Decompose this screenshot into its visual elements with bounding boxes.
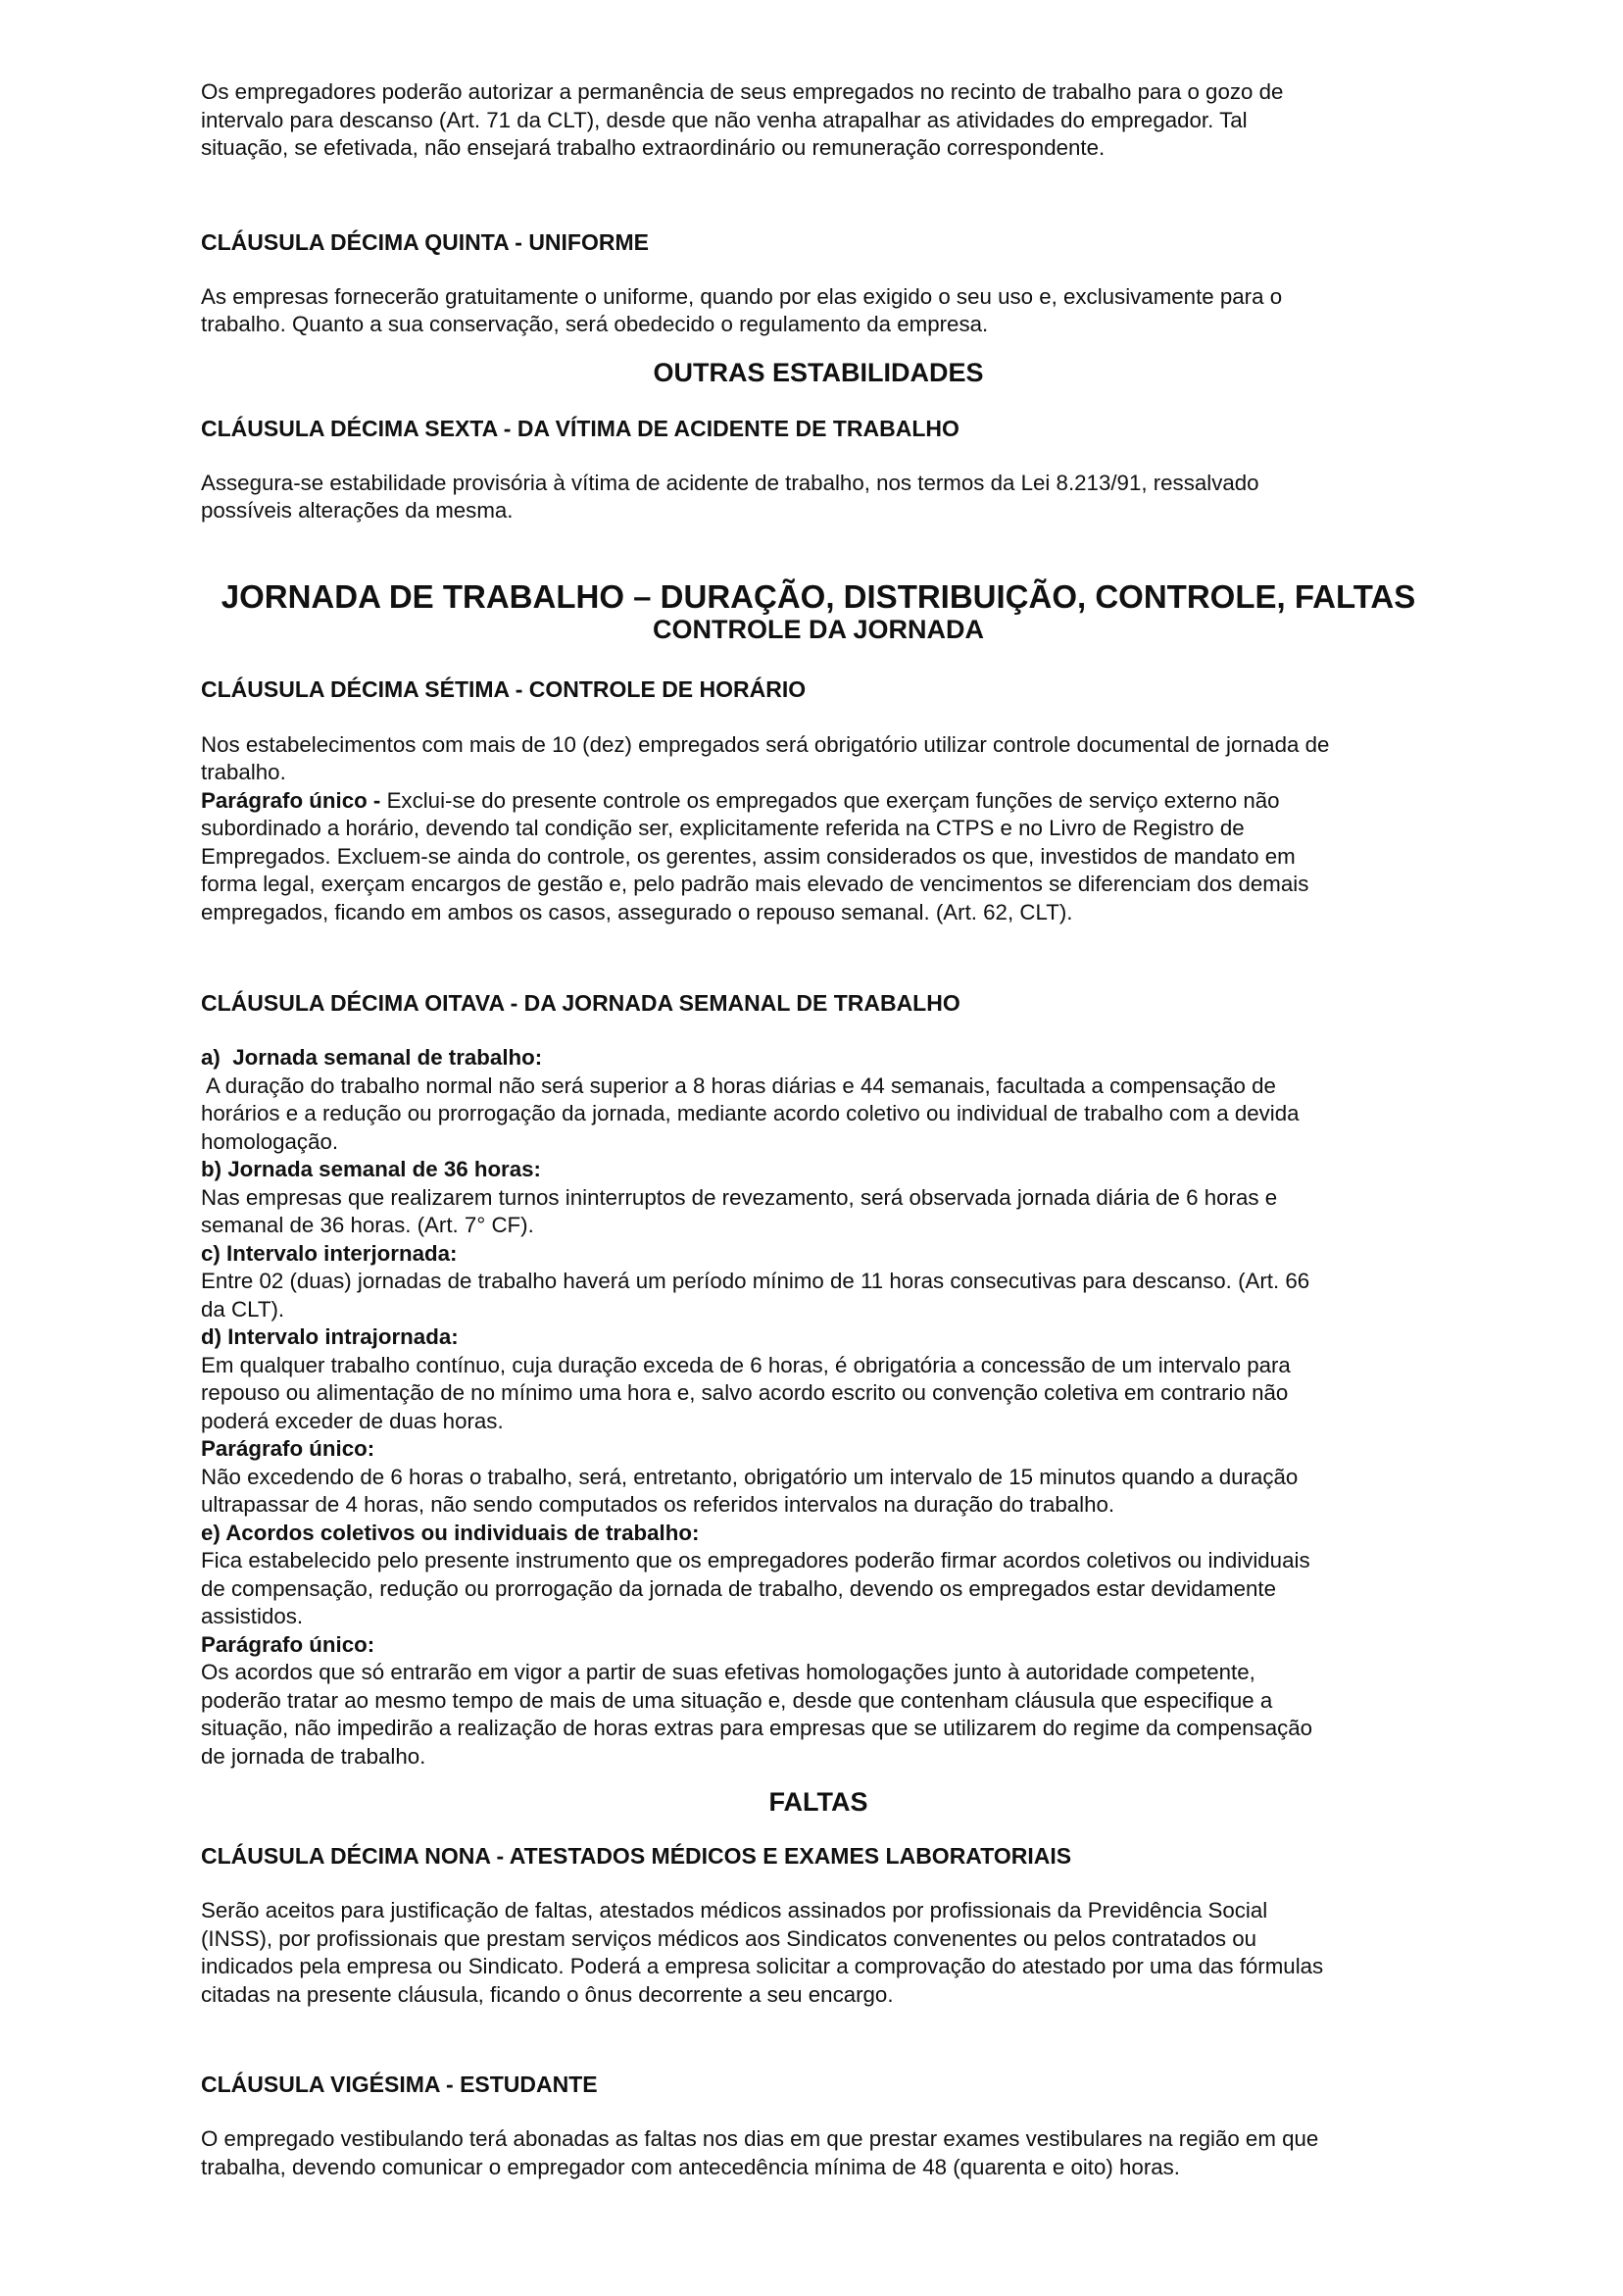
text-line: poderão tratar ao mesmo tempo de mais de uma situação e, desde que contenham cláusula que especifique a [201, 1687, 1273, 1713]
text-line: Os empregadores poderão autorizar a permanência de seus empregados no recinto de trabalho para o gozo de [201, 79, 1284, 104]
item-e-paragraph-label: Parágrafo único: [201, 1631, 375, 1657]
text-line: ultrapassar de 4 horas, não sendo computados os referidos intervalos na duração do trabalho. [201, 1492, 1115, 1517]
text-line: Serão aceitos para justificação de faltas, atestados médicos assinados por profissionais da Previdência Social [201, 1898, 1268, 1922]
text-line: As empresas fornecerão gratuitamente o uniforme, quando por elas exigido o seu uso e, exclusivamente para o [201, 283, 1283, 309]
paragraph-unico [201, 787, 1436, 816]
clause-20-body [201, 2125, 1436, 2181]
item-c-label: c) Intervalo interjornada: [201, 1240, 458, 1266]
text-line: Entre 02 (duas) jornadas de trabalho haverá um período mínimo de 11 horas consecutivas para descanso. (Art. 66 [201, 1269, 1310, 1293]
clause-17-body [201, 731, 1436, 927]
text-line: da CLT). [201, 1296, 285, 1322]
clause-15-body [201, 283, 1436, 339]
text-line: Nos estabelecimentos com mais de 10 (dez) empregados será obrigatório utilizar controle documental de jornada de [201, 731, 1330, 757]
document-page [201, 78, 1436, 2181]
section-faltas: FALTAS [768, 1787, 868, 1817]
text-line: trabalho. [201, 760, 286, 784]
text-line: de compensação, redução ou prorrogação da jornada de trabalho, devendo os empregados estar devidamente [201, 1575, 1277, 1601]
text-line: Não excedendo de 6 horas o trabalho, será, entretanto, obrigatório um intervalo de 15 minutos quando a duração [201, 1464, 1299, 1489]
text-line: poderá exceder de duas horas. [201, 1408, 504, 1433]
text-line: situação, se efetivada, não ensejará trabalho extraordinário ou remuneração correspondente. [201, 135, 1106, 160]
text-line: Os acordos que só entrarão em vigor a partir de suas efetivas homologações junto à autoridade competente, [201, 1660, 1255, 1684]
text-line: de jornada de trabalho. [201, 1743, 426, 1769]
section-controle-jornada: CONTROLE DA JORNADA [652, 614, 984, 644]
clause-18-body [201, 1044, 1436, 1771]
clause-15-title: CLÁUSULA DÉCIMA QUINTA - UNIFORME [201, 228, 649, 255]
section-outras-estabilidades: OUTRAS ESTABILIDADES [653, 357, 984, 387]
clause-17-title: CLÁUSULA DÉCIMA SÉTIMA - CONTROLE DE HORÁRIO [201, 675, 807, 702]
text-line: intervalo para descanso (Art. 71 da CLT), desde que não venha atrapalhar as atividades do empregador. Tal [201, 107, 1248, 132]
text-line: Nas empresas que realizarem turnos ininterruptos de revezamento, será observada jornada diária de 6 horas e [201, 1184, 1278, 1210]
text-line: trabalha, devendo comunicar o empregador com antecedência mínima de 48 (quarenta e oito) horas. [201, 2154, 1180, 2179]
item-a-label: a) Jornada semanal de trabalho: [201, 1045, 543, 1070]
text-line: subordinado a horário, devendo tal condição ser, explicitamente referida na CTPS e no Livro de Registro de [201, 816, 1245, 840]
item-d-label: d) Intervalo intrajornada: [201, 1324, 459, 1349]
text-line: empregados, ficando em ambos os casos, assegurado o repouso semanal. (Art. 62, CLT). [201, 899, 1073, 924]
text-line: Em qualquer trabalho contínuo, cuja duração exceda de 6 horas, é obrigatória a concessão de um intervalo para [201, 1352, 1291, 1377]
text-line: O empregado vestibulando terá abonadas as faltas nos dias em que prestar exames vestibulares na região em que [201, 2126, 1319, 2151]
clause-18-title: CLÁUSULA DÉCIMA OITAVA - DA JORNADA SEMANAL DE TRABALHO [201, 990, 960, 1016]
text-line: citadas na presente cláusula, ficando o ônus decorrente a seu encargo. [201, 1981, 894, 2007]
item-b-label: b) Jornada semanal de 36 horas: [201, 1157, 541, 1181]
text-line: horários e a redução ou prorrogação da jornada, mediante acordo coletivo ou individual de trabalho com a devida [201, 1101, 1300, 1125]
text-line: assistidos. [201, 1604, 304, 1628]
text-line: trabalho. Quanto a sua conservação, será obedecido o regulamento da empresa. [201, 312, 989, 336]
text-line: Fica estabelecido pelo presente instrumento que os empregadores poderão firmar acordos coletivos ou individuais [201, 1548, 1310, 1572]
text-line: forma legal, exerçam encargos de gestão e, pelo padrão mais elevado de vencimentos se diferenciam dos demais [201, 872, 1309, 896]
item-e-label: e) Acordos coletivos ou individuais de trabalho: [201, 1520, 700, 1545]
item-d-paragraph-label: Parágrafo único: [201, 1436, 375, 1461]
clause-16-body [201, 470, 1436, 525]
paragraph-label: Parágrafo único - [201, 787, 387, 813]
paragraph-text: Exclui-se do presente controle os empregados que exerçam funções de serviço externo não [386, 787, 1280, 813]
clause-16-title: CLÁUSULA DÉCIMA SEXTA - DA VÍTIMA DE ACIDENTE DE TRABALHO [201, 415, 959, 441]
text-line: possíveis alterações da mesma. [201, 498, 514, 523]
text-line: situação, não impedirão a realização de horas extras para empresas que se utilizarem do regime da compensação [201, 1716, 1313, 1740]
intro-paragraph [201, 78, 1436, 163]
text-line: A duração do trabalho normal não será superior a 8 horas diárias e 44 semanais, facultada a compensação de [201, 1073, 1276, 1098]
text-line: repouso ou alimentação de no mínimo uma hora e, salvo acordo escrito ou convenção coletiva em contrario não [201, 1380, 1289, 1405]
text-line: semanal de 36 horas. (Art. 7° CF). [201, 1213, 534, 1237]
clause-19-body [201, 1897, 1436, 2009]
text-line: Assegura-se estabilidade provisória à vítima de acidente de trabalho, nos termos da Lei 8.213/91, ressalvado [201, 470, 1259, 495]
section-jornada-title: JORNADA DE TRABALHO – DURAÇÃO, DISTRIBUIÇÃO, CONTROLE, FALTAS [221, 577, 1416, 615]
text-line: homologação. [201, 1128, 339, 1154]
text-line: Empregados. Excluem-se ainda do controle, os gerentes, assim considerados os que, investidos de mandato em [201, 843, 1296, 869]
text-line: indicados pela empresa ou Sindicato. Poderá a empresa solicitar a comprovação do atestado por uma das fórmulas [201, 1954, 1324, 1978]
clause-19-title: CLÁUSULA DÉCIMA NONA - ATESTADOS MÉDICOS E EXAMES LABORATORIAIS [201, 1843, 1072, 1869]
text-line: (INSS), por profissionais que prestam serviços médicos aos Sindicatos convenentes ou pelos contratados ou [201, 1925, 1257, 1951]
clause-20-title: CLÁUSULA VIGÉSIMA - ESTUDANTE [201, 2071, 598, 2097]
